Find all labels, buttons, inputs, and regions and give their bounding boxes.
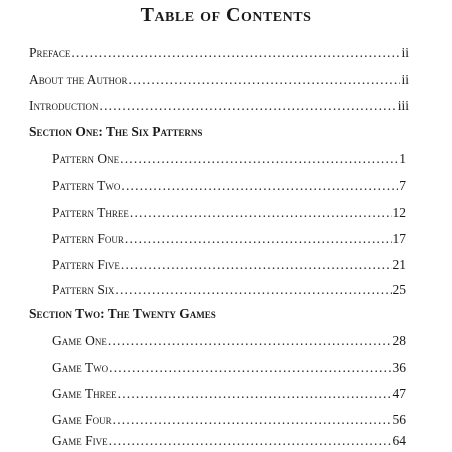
toc-entry-label: Game Five xyxy=(52,433,108,448)
toc-entry-game-two xyxy=(52,359,406,377)
toc-entry-page: 64 xyxy=(392,433,406,448)
toc-entry-preface xyxy=(29,44,409,62)
toc-entry-about-author xyxy=(29,71,409,89)
toc-entry-page: 12 xyxy=(392,205,406,220)
dot-leader xyxy=(71,44,400,62)
toc-entry-page: 56 xyxy=(392,412,406,427)
toc-entry-pattern-one xyxy=(52,150,406,168)
toc-entry-label: Pattern One xyxy=(52,151,120,166)
dot-leader xyxy=(118,385,392,403)
page-title: Table of Contents xyxy=(140,4,312,26)
toc-entry-page: iii xyxy=(397,98,409,113)
section-heading-one: Section One: The Six Patterns xyxy=(29,124,203,139)
toc-entry-label: Game Three xyxy=(52,386,117,401)
toc-entry-label: Pattern Three xyxy=(52,205,129,220)
dot-leader xyxy=(108,332,392,350)
toc-entry-pattern-four xyxy=(52,230,406,248)
toc-entry-label: About the Author xyxy=(29,72,128,87)
dot-leader xyxy=(130,204,392,222)
toc-entry-label: Introduction xyxy=(29,98,99,113)
dot-leader xyxy=(100,97,397,115)
toc-entry-label: Preface xyxy=(29,45,71,60)
toc-entry-label: Game Four xyxy=(52,412,112,427)
toc-entry-label: Pattern Four xyxy=(52,231,124,246)
toc-entry-page: ii xyxy=(401,72,409,87)
toc-entry-game-four xyxy=(52,411,406,429)
dot-leader xyxy=(129,71,401,89)
toc-entry-game-three xyxy=(52,385,406,403)
toc-entry-page: 36 xyxy=(392,360,406,375)
toc-entry-page: 1 xyxy=(399,151,406,166)
toc-entry-pattern-five xyxy=(52,256,406,274)
dot-leader xyxy=(121,177,398,195)
toc-entry-pattern-two xyxy=(52,177,406,195)
toc-entry-page: 28 xyxy=(392,333,406,348)
toc-entry-pattern-three xyxy=(52,204,406,222)
toc-entry-label: Game One xyxy=(52,333,107,348)
toc-entry-page: 47 xyxy=(392,386,406,401)
toc-entry-label: Pattern Six xyxy=(52,282,115,297)
dot-leader xyxy=(109,359,391,377)
toc-entry-introduction xyxy=(29,97,409,115)
toc-entry-label: Pattern Two xyxy=(52,178,121,193)
toc-entry-page: 17 xyxy=(392,231,406,246)
toc-entry-pattern-six xyxy=(52,281,406,299)
dot-leader xyxy=(125,230,392,248)
toc-entry-page: 25 xyxy=(392,282,406,297)
toc-entry-game-five xyxy=(52,432,406,450)
section-heading-two: Section Two: The Twenty Games xyxy=(29,306,216,321)
toc-entry-page: ii xyxy=(401,45,409,60)
toc-entry-game-one xyxy=(52,332,406,350)
dot-leader xyxy=(113,411,392,429)
dot-leader xyxy=(120,150,398,168)
toc-entry-page: 21 xyxy=(392,257,406,272)
toc-entry-page: 7 xyxy=(399,178,406,193)
dot-leader xyxy=(115,281,391,299)
dot-leader xyxy=(121,256,392,274)
toc-entry-label: Pattern Five xyxy=(52,257,120,272)
toc-entry-label: Game Two xyxy=(52,360,109,375)
dot-leader xyxy=(109,432,392,450)
